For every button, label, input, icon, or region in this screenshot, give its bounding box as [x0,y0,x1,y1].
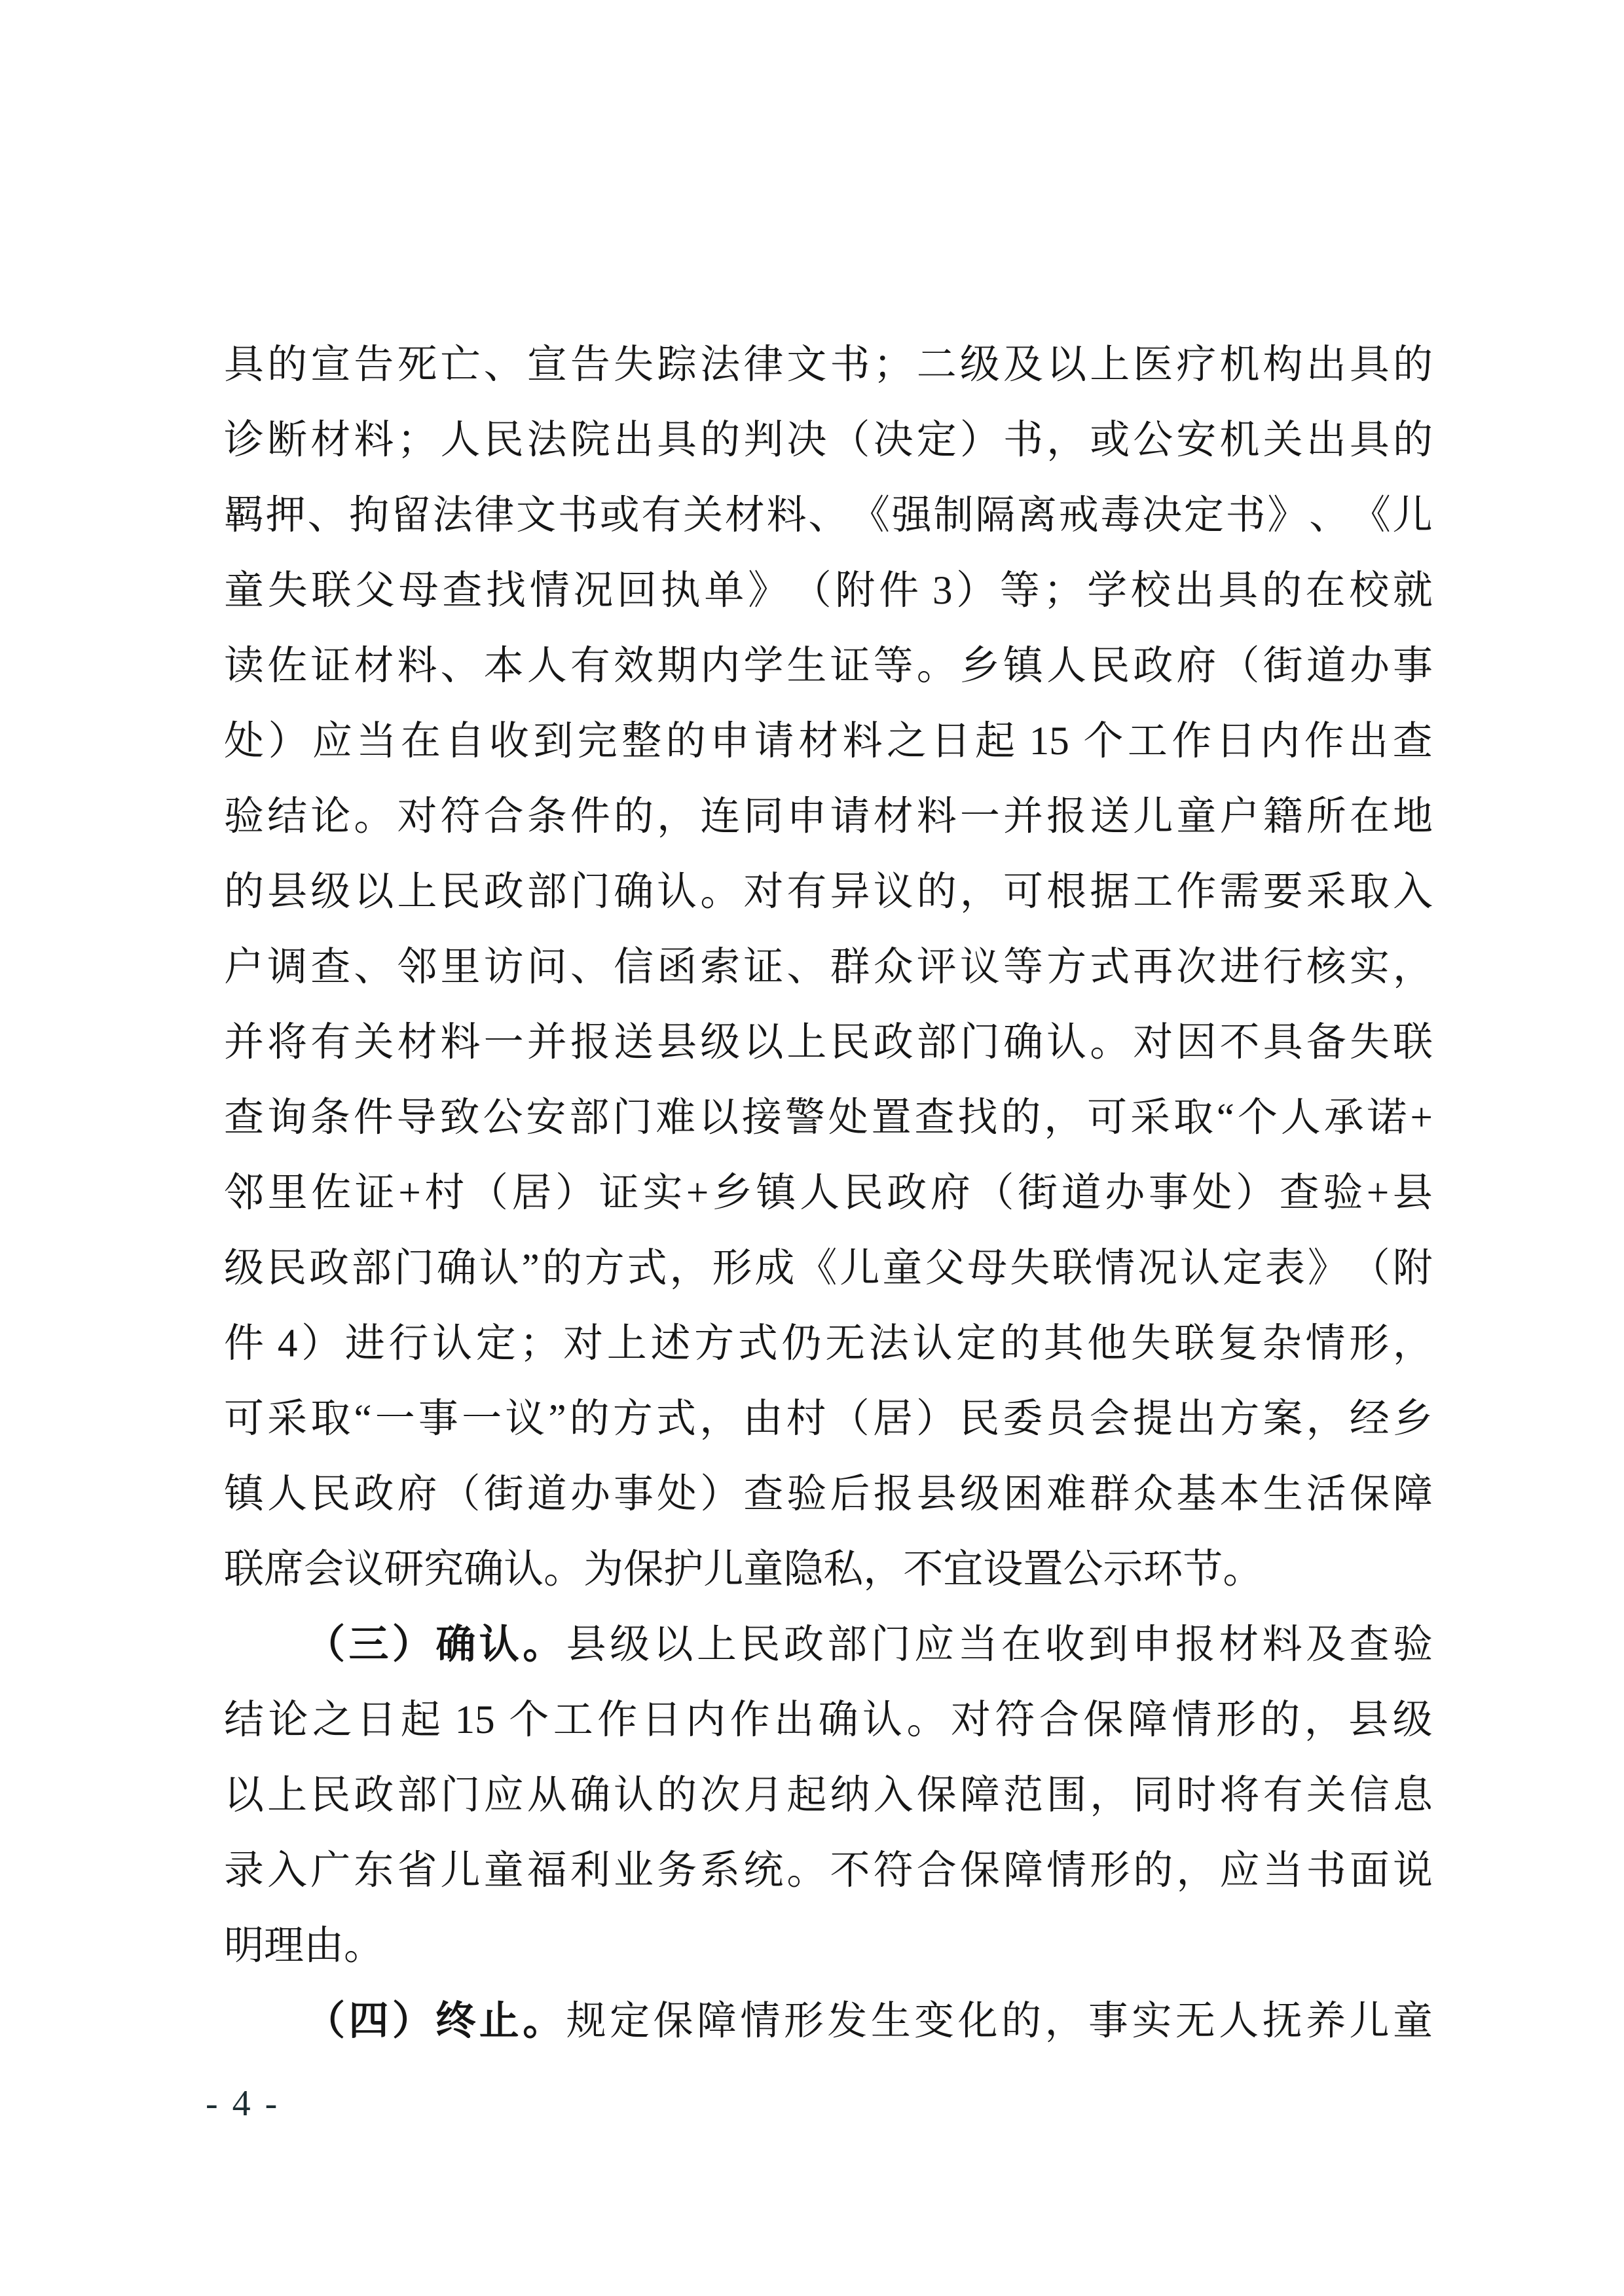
page-number: - 4 - [206,2083,280,2124]
text-line: 邻 里 佐 证 + 村 （ 居 ） 证 实 + 乡 镇 人 民 政 府 （ 街 道 办 事 处 ） 查 验 + 县 [224,1171,1433,1215]
text-line: 录 入 广 东 省 儿 童 福 利 业 务 系 统 。 不 符 合 保 障 情 形 的 ， 应 当 书 面 说 [224,1849,1433,1893]
text-line: （ 三 ） 确 认 。 县 级 以 上 民 政 部 门 应 当 在 收 到 申 报 材 料 及 查 验 [305,1623,1433,1667]
text-line: 联席会议研究确认。为保护儿童隐私，不宜设置公示环节。 [224,1548,1263,1592]
text-line: 童 失 联 父 母 查 找 情 况 回 执 单 》 （ 附 件 3 ） 等 ； 学 校 出 具 的 在 校 就 [224,569,1433,613]
text-line: 户 调 查 、 邻 里 访 问 、 信 函 索 证 、 群 众 评 议 等 方 式 再 次 进 行 核 实 ， [224,945,1433,989]
text-line: 明理由。 [224,1924,384,1968]
text-line: 羁 押 、 拘 留 法 律 文 书 或 有 关 材 料 、 《 强 制 隔 离 戒 毒 决 定 书 》 、 《 儿 [224,494,1433,538]
text-line: 件 4 ） 进 行 认 定 ； 对 上 述 方 式 仍 无 法 认 定 的 其 他 失 联 复 杂 情 形 ， [224,1322,1433,1366]
text-line: 处 ） 应 当 在 自 收 到 完 整 的 申 请 材 料 之 日 起 15 个 工 作 日 内 作 出 查 [224,720,1433,763]
text-line: 诊 断 材 料 ； 人 民 法 院 出 具 的 判 决 （ 决 定 ） 书 ， 或 公 安 机 关 出 具 的 [224,418,1433,462]
text-line: 具 的 宣 告 死 亡 、 宣 告 失 踪 法 律 文 书 ； 二 级 及 以 上 医 疗 机 构 出 具 的 [224,343,1433,387]
text-line: 的 县 级 以 上 民 政 部 门 确 认 。 对 有 异 议 的 ， 可 根 据 工 作 需 要 采 取 入 [224,870,1433,914]
text-line: 结 论 之 日 起 15 个 工 作 日 内 作 出 确 认 。 对 符 合 保 障 情 形 的 ， 县 级 [224,1698,1433,1742]
text-line: 查 询 条 件 导 致 公 安 部 门 难 以 接 警 处 置 查 找 的 ， 可 采 取 “ 个 人 承 诺 + [224,1096,1433,1140]
text-line: 并 将 有 关 材 料 一 并 报 送 县 级 以 上 民 政 部 门 确 认 。 对 因 不 具 备 失 联 [224,1021,1433,1065]
text-line: 以 上 民 政 部 门 应 从 确 认 的 次 月 起 纳 入 保 障 范 围 ， 同 时 将 有 关 信 息 [224,1774,1433,1817]
text-line: 镇 人 民 政 府 （ 街 道 办 事 处 ） 查 验 后 报 县 级 困 难 群 众 基 本 生 活 保 障 [224,1472,1433,1516]
text-line: 级 民 政 部 门 确 认 ” 的 方 式 ， 形 成 《 儿 童 父 母 失 联 情 况 认 定 表 》 （ 附 [224,1247,1433,1290]
document-body [224,327,1433,2059]
text-line: 读 佐 证 材 料 、 本 人 有 效 期 内 学 生 证 等 。 乡 镇 人 民 政 府 （ 街 道 办 事 [224,644,1433,688]
text-line: （ 四 ） 终 止 。 规 定 保 障 情 形 发 生 变 化 的 ， 事 实 无 人 抚 养 儿 童 [305,1999,1433,2043]
text-line: 验 结 论 。 对 符 合 条 件 的 ， 连 同 申 请 材 料 一 并 报 送 儿 童 户 籍 所 在 地 [224,795,1433,839]
text-line: 可 采 取 “ 一 事 一 议 ” 的 方 式 ， 由 村 （ 居 ） 民 委 员 会 提 出 方 案 ， 经 乡 [224,1397,1433,1441]
